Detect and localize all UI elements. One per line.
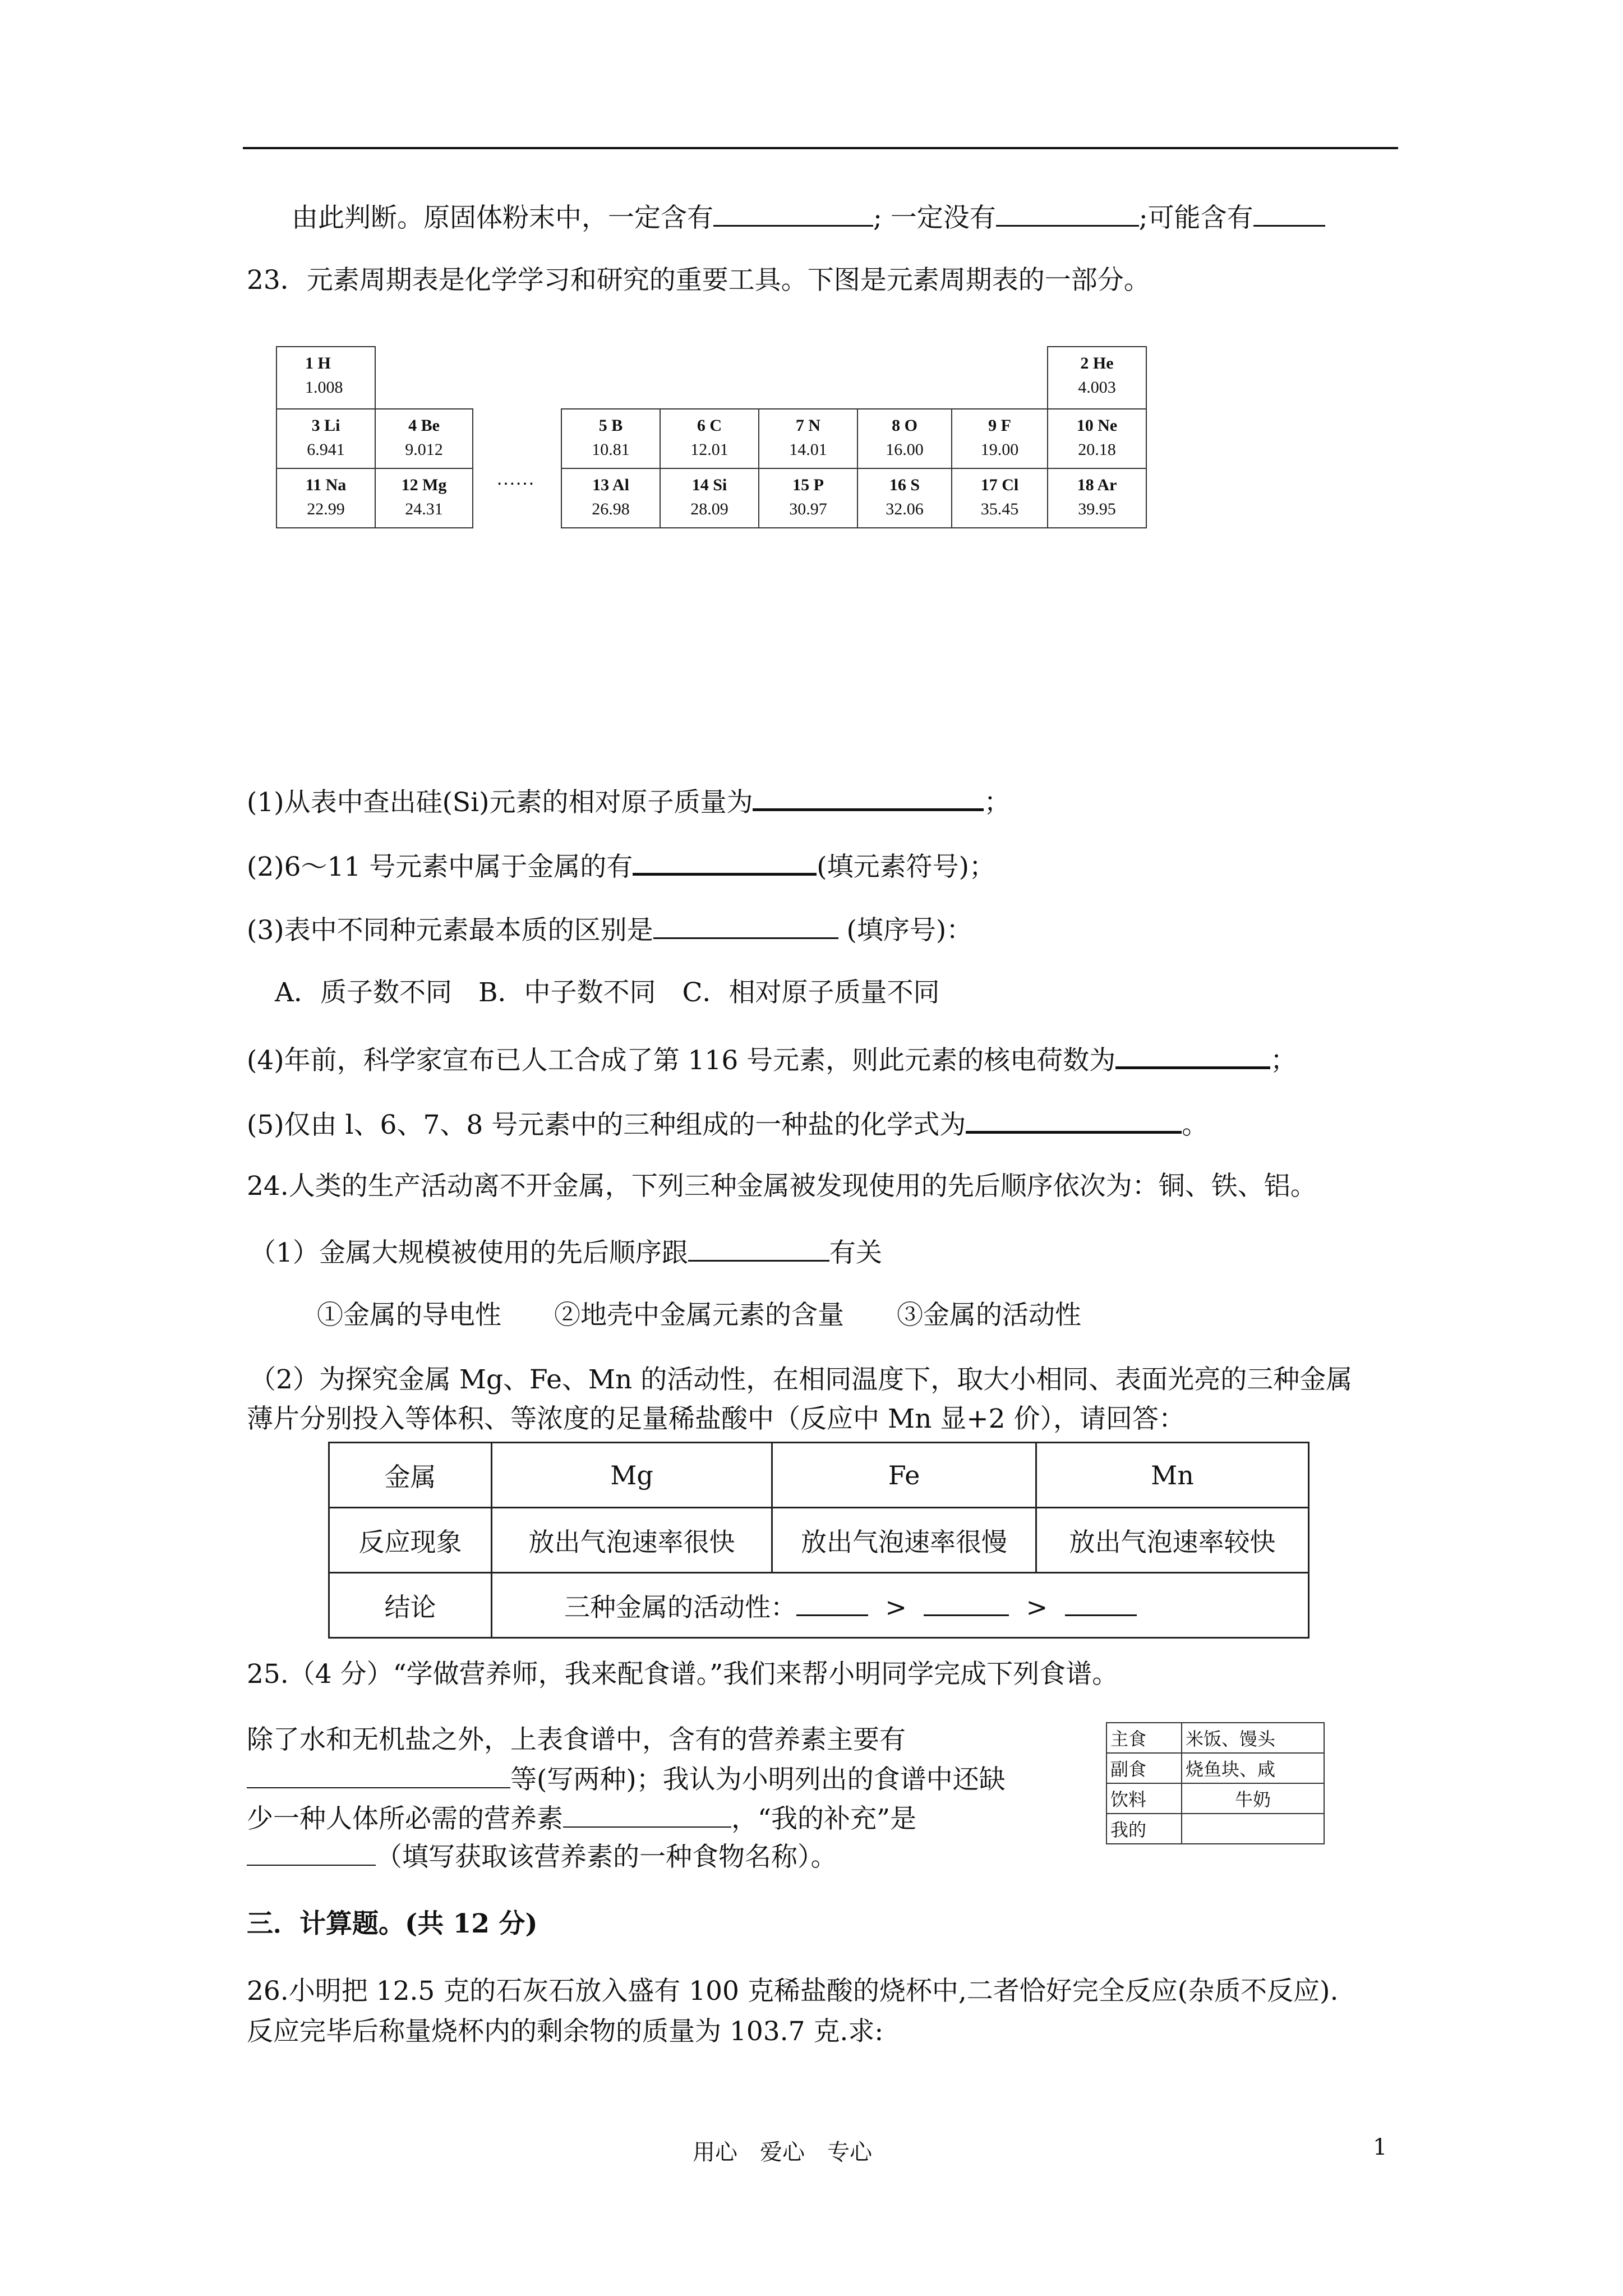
blank [966, 1105, 1182, 1134]
table-row [329, 1443, 1309, 1508]
table-row [1106, 1753, 1324, 1783]
table-cell: 牛奶 [1182, 1783, 1324, 1814]
pt-cell-ne: 10 Ne 20.18 [1047, 408, 1147, 469]
table-cell: 饮料 [1106, 1783, 1182, 1814]
footer-motto: 用心 爱心 专心 [693, 2139, 872, 2165]
pt-cell-c: 6 C 12.01 [660, 408, 759, 469]
q24-part2-line2: 薄片分别投入等体积、等浓度的足量稀盐酸中（反应中 Mn 显+2 价），请回答： [247, 1404, 1185, 1434]
table-cell: 放出气泡速率较快 [1036, 1508, 1309, 1573]
q23-stem: 23．元素周期表是化学学习和研究的重要工具。下图是元素周期表的一部分。 [247, 265, 1150, 296]
table-cell: 主食 [1106, 1723, 1182, 1753]
q22-continuation: 由此判断。原固体粉末中，一定含有 ; 一定没有 ;可能含有 [292, 199, 1325, 235]
q23-part3: (3)表中不同种元素最本质的区别是 (填序号)： [247, 912, 972, 947]
q25-line2: 等(写两种)；我认为小明列出的食谱中还缺 [247, 1761, 1006, 1797]
table-cell: 放出气泡速率很快 [492, 1508, 772, 1573]
blank [753, 783, 984, 811]
table-cell: 我的 [1106, 1814, 1182, 1844]
q24-part2-line1: （2）为探究金属 Mg、Fe、Mn 的活动性，在相同温度下，取大小相同、表面光亮的三种金属 [250, 1364, 1353, 1395]
table-header-cell: Mn [1036, 1443, 1309, 1508]
pt-ellipsis: …… [496, 468, 534, 489]
pt-cell-ar: 18 Ar 39.95 [1047, 468, 1147, 528]
blank [247, 1761, 510, 1788]
table-cell: 结论 [329, 1573, 492, 1638]
pt-cell-al: 13 Al 26.98 [561, 468, 661, 528]
q24-stem: 24.人类的生产活动离不开金属，下列三种金属被发现使用的先后顺序依次为：铜、铁、铝。 [247, 1171, 1317, 1202]
table-row [329, 1508, 1309, 1573]
pt-cell-he: 2 He 4.003 [1047, 346, 1147, 409]
table-header-cell: Mg [492, 1443, 772, 1508]
table-header-cell: Fe [772, 1443, 1036, 1508]
table-cell: 米饭、馒头 [1182, 1723, 1324, 1753]
q23-part1: (1)从表中查出硅(Si)元素的相对原子质量为 ； [247, 783, 1010, 820]
pt-cell-li: 3 Li 6.941 [276, 408, 376, 469]
blank [563, 1801, 731, 1828]
q23-part5: (5)仅由 l、6、7、8 号元素中的三种组成的一种盐的化学式为 。 [247, 1105, 1208, 1142]
q24-part1: （1）金属大规模被使用的先后顺序跟 有关 [250, 1234, 882, 1270]
q26-line1: 26.小明把 12.5 克的石灰石放入盛有 100 克稀盐酸的烧杯中,二者恰好完全反应(杂质不反应). [247, 1976, 1339, 2007]
blank [924, 1589, 1009, 1616]
table-cell: 副食 [1106, 1753, 1182, 1783]
blank [633, 847, 817, 876]
blank [713, 199, 873, 227]
blank [1115, 1041, 1270, 1069]
menu-table [1106, 1722, 1325, 1844]
blank [996, 199, 1139, 227]
pt-cell-p: 15 P 30.97 [758, 468, 858, 528]
table-cell: 放出气泡速率很慢 [772, 1508, 1036, 1573]
q26-line2: 反应完毕后称量烧杯内的剩余物的质量为 103.7 克.求: [247, 2016, 884, 2047]
table-row [329, 1573, 1309, 1638]
table-cell [1182, 1814, 1324, 1844]
q23-part2: (2)6～11 号元素中属于金属的有 (填元素符号)； [247, 847, 995, 884]
metal-activity-table [328, 1442, 1310, 1639]
pt-cell-o: 8 O 16.00 [857, 408, 952, 469]
pt-cell-na: 11 Na 22.99 [276, 468, 376, 528]
section-title: 三．计算题。(共 12 分) [247, 1908, 538, 1939]
conclusion-cell: 三种金属的活动性： > > [492, 1573, 1309, 1638]
q25-line3: 少一种人体所必需的营养素 ，“我的补充”是 [247, 1801, 916, 1836]
table-row [1106, 1814, 1324, 1844]
blank [796, 1589, 868, 1616]
blank [653, 912, 838, 939]
header-rule [243, 147, 1398, 149]
pt-cell-n: 7 N 14.01 [758, 408, 858, 469]
table-cell: 反应现象 [329, 1508, 492, 1573]
table-row [1106, 1783, 1324, 1814]
q23-part3-options: A．质子数不同 B．中子数不同 C．相对原子质量不同 [275, 977, 940, 1008]
pt-cell-mg: 12 Mg 24.31 [375, 468, 473, 528]
pt-cell-be: 4 Be 9.012 [375, 408, 473, 469]
pt-cell-h: 1 H 1.008 [276, 346, 376, 409]
q25-line4: （填写获取该营养素的一种食物名称）。 [247, 1839, 837, 1874]
q25-line1: 除了水和无机盐之外，上表食谱中，含有的营养素主要有 [247, 1724, 906, 1755]
blank [688, 1234, 829, 1262]
blank [247, 1839, 376, 1866]
table-header-cell: 金属 [329, 1443, 492, 1508]
pt-cell-f: 9 F 19.00 [951, 408, 1048, 469]
q25-stem: 25.（4 分）“学做营养师，我来配食谱。”我们来帮小明同学完成下列食谱。 [247, 1659, 1119, 1690]
q23-part4: (4)年前，科学家宣布已人工合成了第 116 号元素，则此元素的核电荷数为 ； [247, 1041, 1297, 1078]
q24-part1-options: ①金属的导电性 ②地壳中金属元素的含量 ③金属的活动性 [317, 1300, 1081, 1331]
table-cell: 烧鱼块、咸 [1182, 1753, 1324, 1783]
pt-cell-s: 16 S 32.06 [857, 468, 952, 528]
blank [1065, 1589, 1137, 1616]
pt-cell-si: 14 Si 28.09 [660, 468, 759, 528]
pt-cell-b: 5 B 10.81 [561, 408, 661, 469]
table-row [1106, 1723, 1324, 1753]
blank [1253, 199, 1325, 227]
page-number: 1 [1373, 2134, 1387, 2160]
pt-cell-cl: 17 Cl 35.45 [951, 468, 1048, 528]
